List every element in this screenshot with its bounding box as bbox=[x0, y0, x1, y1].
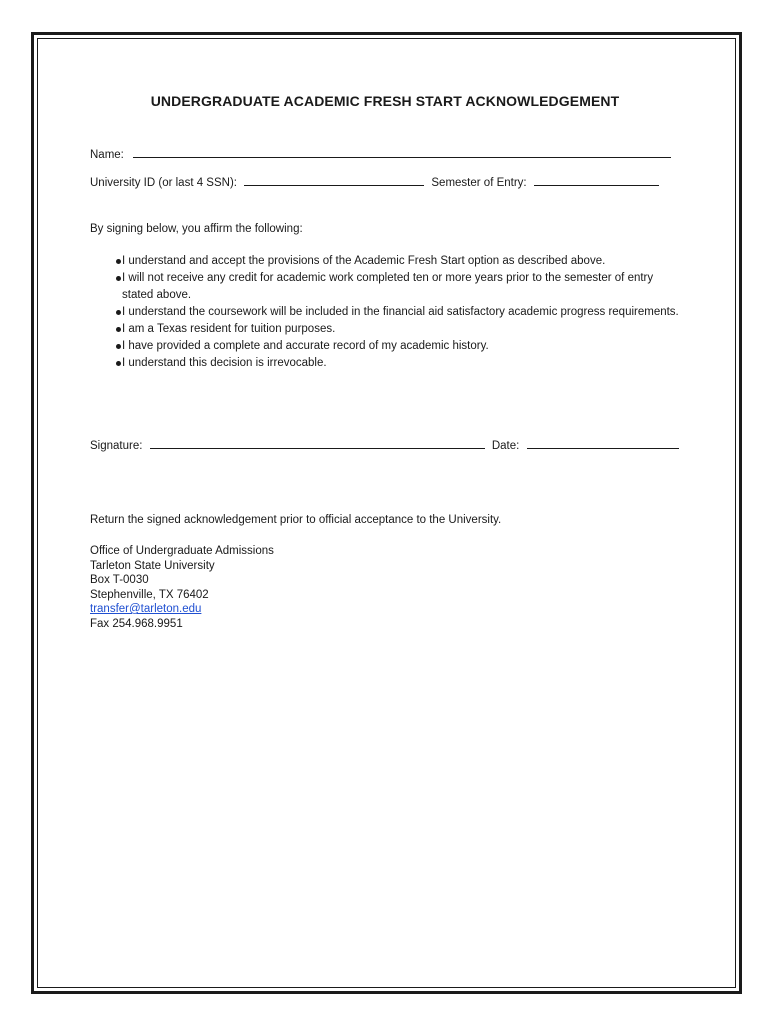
list-item: I will not receive any credit for academic work completed ten or more years prior to the semester of entry stated above. bbox=[90, 270, 680, 304]
university-name: Tarleton State University bbox=[90, 559, 215, 572]
list-item: I understand and accept the provisions of the Academic Fresh Start option as described above. bbox=[90, 253, 680, 270]
name-field[interactable] bbox=[133, 147, 671, 158]
email-link[interactable]: transfer@tarleton.edu bbox=[90, 603, 202, 615]
id-semester-row bbox=[90, 175, 659, 189]
bullet-icon bbox=[116, 344, 121, 349]
semester-field[interactable] bbox=[534, 175, 659, 186]
bullet-icon bbox=[116, 310, 121, 315]
university-id-label: University ID (or last 4 SSN): bbox=[90, 177, 237, 189]
city-state-zip: Stephenville, TX 76402 bbox=[90, 588, 209, 601]
semester-label: Semester of Entry: bbox=[431, 177, 527, 189]
bullet-icon bbox=[116, 327, 121, 332]
address-block bbox=[90, 544, 274, 631]
mail-box: Box T-0030 bbox=[90, 574, 149, 586]
name-row bbox=[90, 147, 671, 161]
bullet-icon bbox=[116, 361, 121, 366]
office-name: Office of Undergraduate Admissions bbox=[90, 545, 274, 557]
affirmation-list bbox=[90, 253, 680, 372]
list-item: I understand this decision is irrevocable. bbox=[90, 355, 680, 372]
date-field[interactable] bbox=[527, 438, 679, 449]
date-label: Date: bbox=[491, 440, 520, 452]
bullet-icon bbox=[116, 276, 121, 281]
return-note: Return the signed acknowledgement prior to official acceptance to the University. bbox=[90, 514, 502, 526]
signature-label: Signature: bbox=[90, 440, 143, 452]
list-item: I am a Texas resident for tuition purposes. bbox=[90, 321, 680, 338]
signature-row bbox=[90, 438, 679, 452]
list-item: I understand the coursework will be included in the financial aid satisfactory academic progress requirements. bbox=[90, 304, 680, 321]
university-id-field[interactable] bbox=[244, 175, 424, 186]
affirm-intro: By signing below, you affirm the following: bbox=[90, 223, 303, 235]
bullet-icon bbox=[116, 259, 121, 264]
list-item: I have provided a complete and accurate record of my academic history. bbox=[90, 338, 680, 355]
name-label: Name: bbox=[90, 149, 124, 161]
fax-number: Fax 254.968.9951 bbox=[90, 617, 183, 630]
document-title: UNDERGRADUATE ACADEMIC FRESH START ACKNOWLEDGEMENT bbox=[150, 93, 620, 109]
signature-field[interactable] bbox=[150, 438, 485, 449]
